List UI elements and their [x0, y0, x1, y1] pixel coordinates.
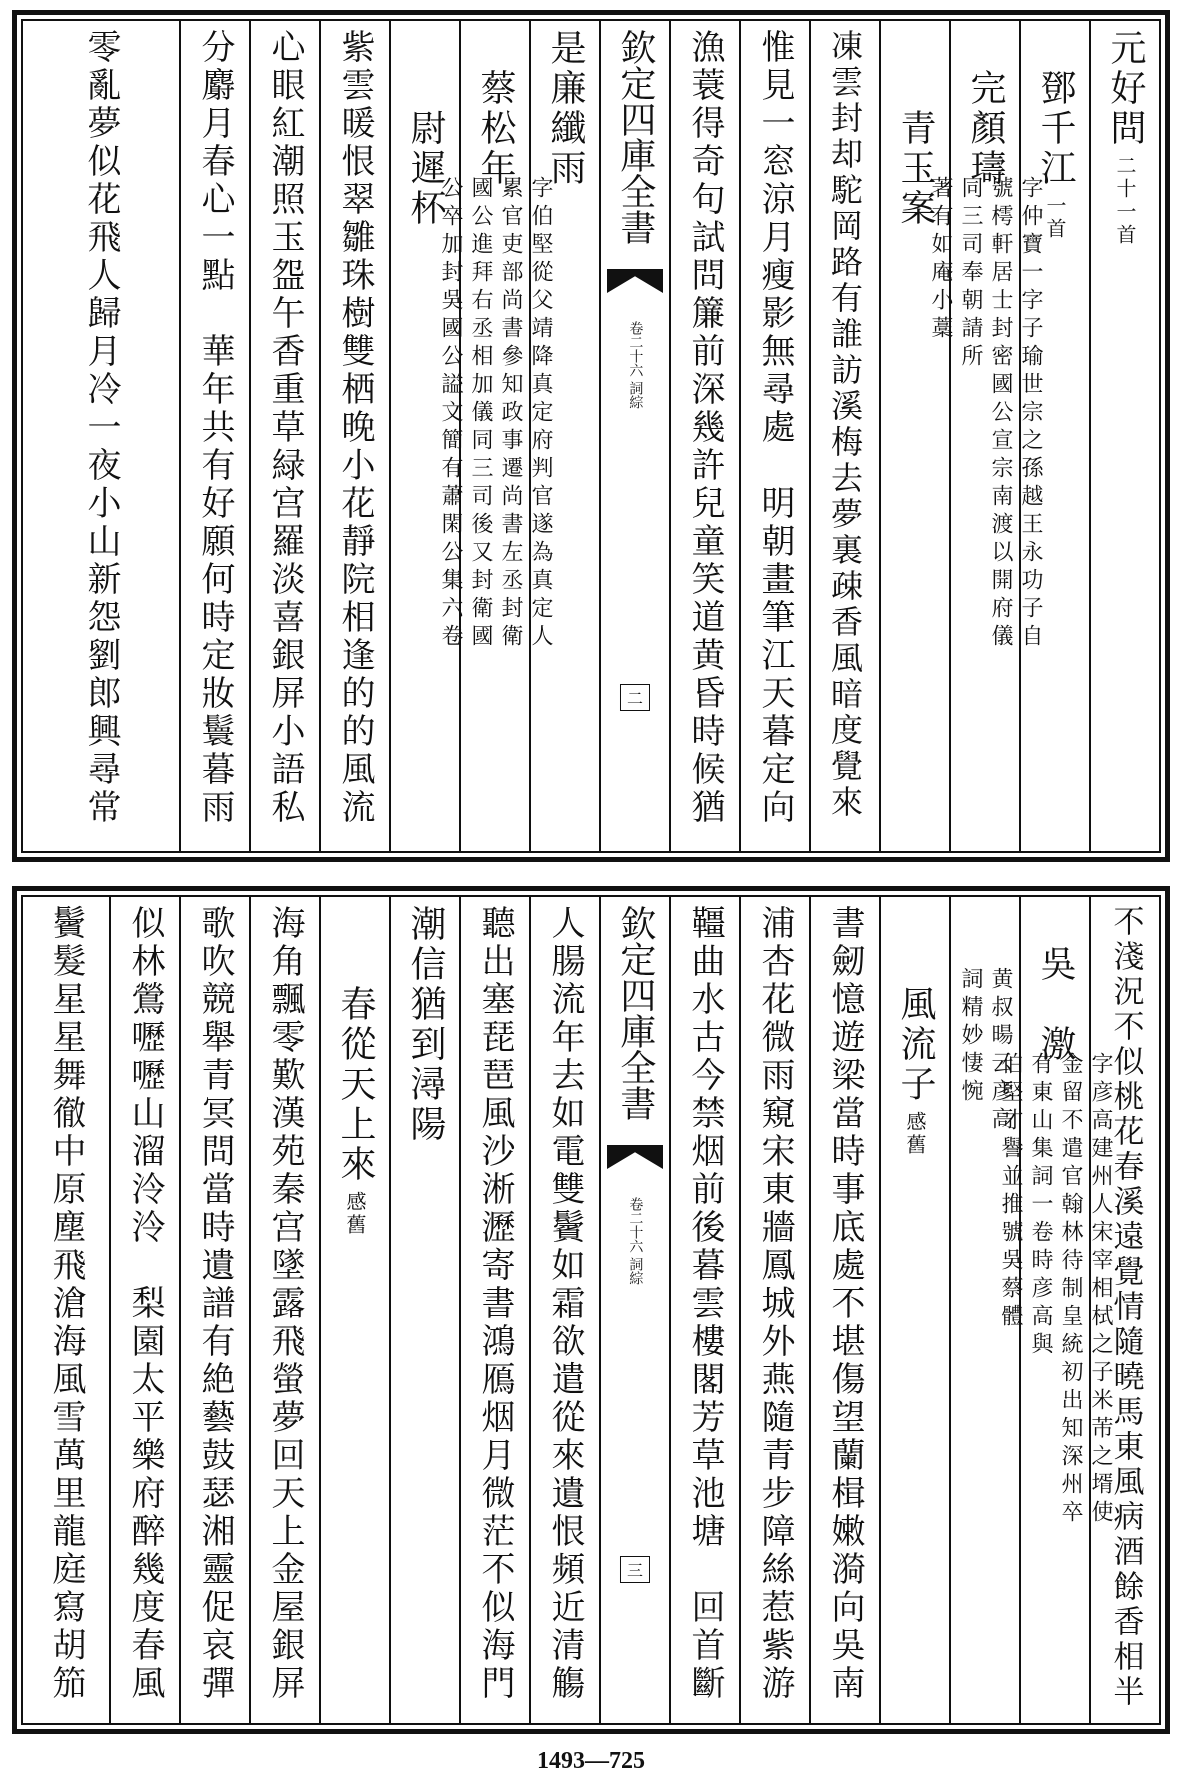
top-page-columns	[23, 21, 1159, 851]
heading-label: 完顏璹	[965, 69, 1006, 189]
text-column	[249, 21, 319, 851]
text-column	[1089, 21, 1159, 851]
annotation-line: 有東山集詞一卷時彦高與	[1028, 1052, 1053, 1360]
heading-note: 二十一首	[1113, 155, 1137, 247]
text-column	[438, 21, 553, 851]
fold-page-number: 二	[620, 684, 650, 711]
annotation-line: 字伯堅從父靖降真定府判官遂為真定人	[528, 176, 553, 652]
fold-juan-line: 詞綜	[627, 381, 644, 409]
text-column	[529, 897, 599, 1723]
bottom-page-columns	[23, 897, 1159, 1723]
fold-title: 欽定四庫全書	[614, 905, 656, 1121]
text-column	[389, 897, 459, 1723]
verse-text	[1105, 29, 1146, 247]
verse-line: 鬢髮星星舞徹中原塵飛滄海風雪萬里龍庭寫胡笳	[46, 905, 86, 1703]
text-column	[669, 21, 739, 851]
verse-line: 零亂夢似花飛人歸月冷一夜小山新怨劉郎興尋常	[81, 29, 121, 827]
text-column	[739, 897, 809, 1723]
bottom-page	[12, 886, 1170, 1734]
verse-line: 漁蓑得奇句試問簾前深幾許兒童笑道黄昏時候猶	[685, 29, 725, 827]
verse-text	[475, 905, 515, 1703]
verse-text	[755, 905, 795, 1703]
verse-text	[1107, 905, 1144, 1710]
bottom-page-frame	[21, 895, 1161, 1725]
annotation-line: 國公進拜右丞相加儀同三司後又封衛國	[468, 176, 493, 652]
verse-text	[195, 905, 235, 1703]
text-column	[809, 21, 879, 851]
verse-text	[685, 905, 725, 1703]
annotation-line: 著有如庵小藁	[928, 176, 953, 344]
heading-label: 蔡松年	[475, 69, 516, 189]
text-column	[23, 897, 109, 1723]
text-column	[669, 897, 739, 1723]
verse-text	[195, 29, 235, 827]
text-column	[389, 21, 463, 851]
center-fold	[599, 21, 669, 851]
text-column	[879, 897, 949, 1723]
verse-line: 人腸流年去如電雙鬢如霜欲遣從來遺恨頻近清觴	[545, 905, 585, 1703]
annotation-line: 伯堅才譽並推號吳蔡體	[998, 1052, 1023, 1332]
verse-line: 不淺況不似桃花春溪遠覺情隨曉馬東風病酒餘香相半	[1107, 905, 1144, 1710]
fold-juan-label	[628, 321, 643, 409]
verse-line: 潮信猶到潯陽	[405, 905, 446, 1145]
text-column	[319, 897, 389, 1723]
heading-label: 鄧千江	[1035, 69, 1076, 189]
verse-text	[265, 29, 305, 827]
annotation-line: 公卒加封吳國公謚文簡有蕭閑公集六卷	[438, 176, 463, 652]
text-column	[319, 21, 389, 851]
text-column	[949, 897, 1023, 1723]
verse-text	[755, 29, 795, 827]
verse-line: 紫雲暖恨翠雛珠樹雙栖晚小花靜院相逢的的風流	[335, 29, 375, 827]
fish-tail-mark	[607, 1145, 663, 1169]
verse-line: 凍雲封却駝岡路有誰訪溪梅去夢裏疎香風暗度覺來	[826, 29, 864, 821]
heading-label: 春從天上來	[335, 985, 376, 1185]
verse-line: 分麝月春心一點 華年共有好願何時定妝鬟暮雨	[195, 29, 235, 827]
verse-line: 海角飄零歎漢苑秦宫墜露飛螢夢回天上金屋銀屏	[265, 905, 305, 1703]
verse-text	[826, 29, 864, 821]
top-page	[12, 10, 1170, 862]
top-page-frame	[21, 19, 1161, 853]
verse-text	[825, 905, 865, 1703]
verse-line: 心眼紅潮照玉盌午香重草緑宫羅淡喜銀屏小語私	[265, 29, 305, 827]
text-column	[109, 897, 179, 1723]
text-column	[809, 897, 879, 1723]
verse-line: 浦杏花微雨窺宋東牆鳳城外燕隨青步障絲惹紫游	[755, 905, 795, 1703]
fold-title: 欽定四庫全書	[614, 29, 656, 245]
center-fold	[599, 897, 669, 1723]
fold-page-number: 三	[620, 1556, 650, 1583]
verse-text	[125, 905, 165, 1703]
text-column	[459, 897, 529, 1723]
annotation-line: 字仲寶一字子瑜世宗之孫越王永功子自	[1018, 176, 1043, 652]
verse-text	[46, 905, 86, 1703]
heading-label: 青玉案	[895, 109, 936, 229]
text-column	[179, 21, 249, 851]
annotation-line: 金留不遣官翰林待制皇統初出知深州卒	[1058, 1052, 1083, 1528]
fish-tail-mark	[607, 269, 663, 293]
text-column	[928, 21, 1043, 851]
verse-text	[81, 29, 121, 827]
verse-text	[405, 905, 446, 1145]
annotation-line: 累官吏部尚書參知政事遷尚書左丞封衛	[498, 176, 523, 652]
fold-juan-label	[628, 1197, 643, 1285]
text-column	[249, 897, 319, 1723]
heading-note: 感舊	[343, 1191, 367, 1237]
heading-text	[1035, 905, 1076, 1065]
verse-line: 惟見一窓涼月瘦影無尋處 明朝畫筆江天暮定向	[755, 29, 795, 827]
verse-line: 似林鶯嚦嚦山溜泠泠 梨園太平樂府醉幾度春風	[125, 905, 165, 1703]
fold-juan-line: 詞綜	[627, 1257, 644, 1285]
heading-text	[335, 905, 376, 1237]
heading-text	[895, 29, 936, 229]
heading-text	[965, 29, 1006, 189]
text-column	[739, 21, 809, 851]
annotation-line: 黄叔暘云彦高	[988, 967, 1013, 1135]
annotation-line: 號樗軒居士封密國公宣宗南渡以開府儀	[988, 176, 1013, 652]
verse-line: 歌吹競舉青冥問當時遺譜有絶藝鼓瑟湘靈促哀彈	[195, 905, 235, 1703]
heading-text	[475, 29, 516, 189]
heading-text	[895, 905, 936, 1157]
verse-line: 書劒憶遊梁當時事底處不堪傷望蘭楫嫩漪向吳南	[825, 905, 865, 1703]
verse-text	[335, 29, 375, 827]
fold-juan-line: 卷二十六	[627, 1197, 644, 1253]
annotation-line: 字彦高建州人宋宰相栻之子米芾之壻使	[1088, 1052, 1113, 1528]
text-column	[179, 897, 249, 1723]
verse-line: 聽出塞琵琶風沙淅瀝寄書鴻鴈烟月微茫不似海門	[475, 905, 515, 1703]
heading-label: 風流子	[895, 985, 936, 1105]
verse-text	[545, 29, 586, 189]
heading-text	[405, 29, 446, 229]
heading-note: 一首	[1043, 195, 1067, 241]
verse-text	[545, 905, 585, 1703]
page-footer-number: 1493—725	[537, 1748, 645, 1774]
text-column	[23, 21, 179, 851]
heading-label: 尉遲杯	[405, 109, 446, 229]
heading-label: 吳 激	[1035, 945, 1076, 1065]
text-column	[879, 21, 953, 851]
verse-line: 韁曲水古今禁烟前後暮雲樓閣芳草池塘 回首斷	[685, 905, 725, 1703]
verse-line: 元好問	[1105, 29, 1146, 149]
annotation-line: 詞精妙悽惋	[958, 967, 983, 1107]
annotation-notes	[959, 967, 1011, 1135]
verse-text	[685, 29, 725, 827]
annotation-line: 同三司奉朝請所	[958, 176, 983, 372]
fold-juan-line: 卷二十六	[627, 321, 644, 377]
verse-text	[265, 905, 305, 1703]
verse-line: 是廉纖雨	[545, 29, 586, 189]
heading-note: 感舊	[903, 1111, 927, 1157]
